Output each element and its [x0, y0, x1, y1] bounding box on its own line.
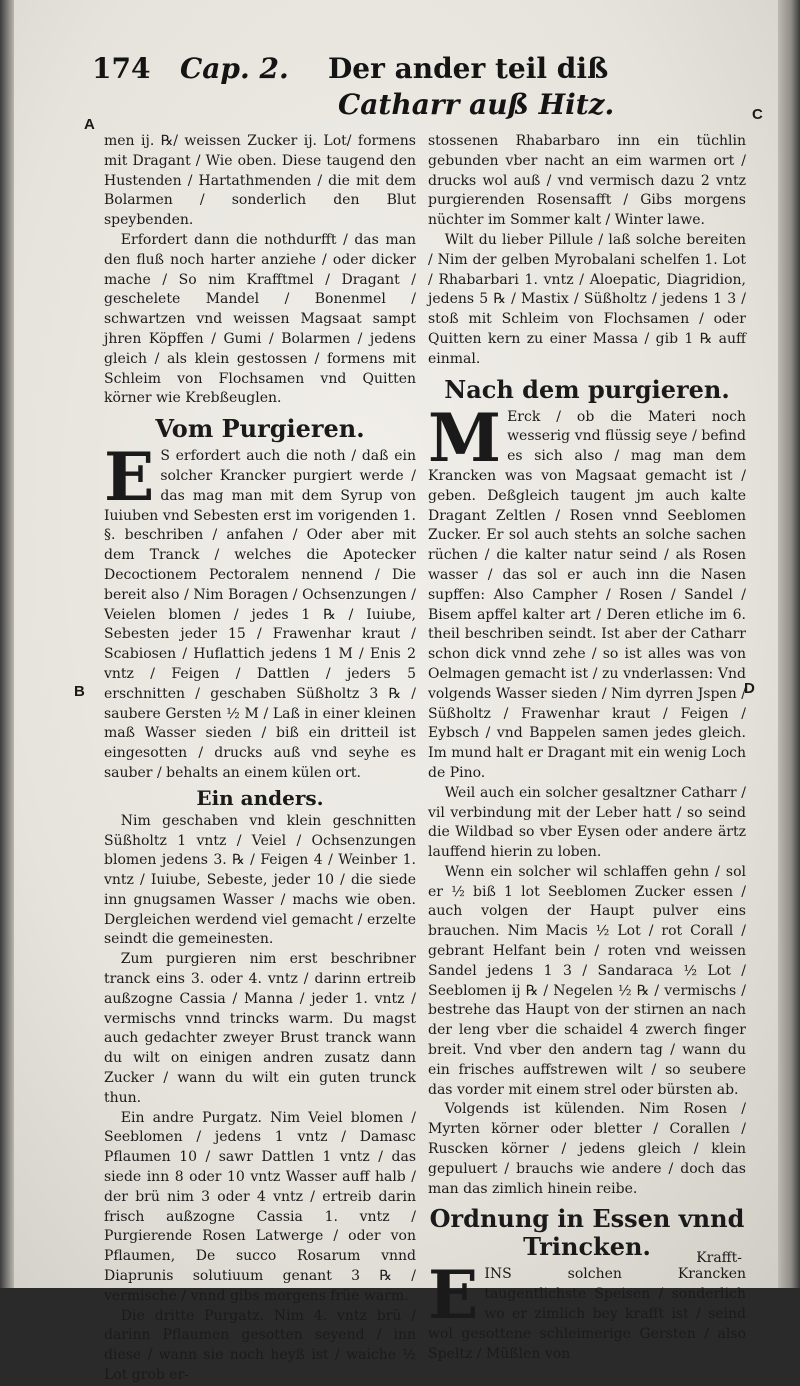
left-column [104, 132, 416, 1386]
drop-cap: E [428, 1256, 479, 1335]
paragraph: Nim geschaben vnd klein geschnitten Süßholtz 1 vntz / Veiel / Ochsenzungen blomen jedens 3. ℞ / Feigen 4 / Weinber 1. vntz / Iuiube, Sebeste, jeder 10 / die siede inn gnugsamen Wasser / machs wie oben. Dergleichen werdend viel gemacht / erzelte seindt die gemeinesten. [104, 812, 416, 948]
page-edge-right [778, 0, 800, 1288]
page-edge-left [0, 0, 14, 1288]
paragraph: Volgends ist külenden. Nim Rosen / Myrten körner oder bletter / Corallen / Ruscken körner / jedens gleich / klein gepuluert / brauchs wie andere / doch das man das zimlich hinein reibe. [428, 1101, 746, 1197]
catchword: Krafft- [696, 1250, 742, 1266]
paragraph-with-dropcap [428, 1256, 746, 1364]
marginal-letter-d: D [744, 680, 755, 697]
section-heading: Vom Purgieren. [155, 414, 365, 444]
paragraph: Die dritte Purgatz. Nim 4. vntz brü / darinn Pflaumen gesotten seyend / inn diese / wann sie noch heyß ist / waiche ½ Lot grob er- [104, 1307, 416, 1384]
page-header [92, 48, 712, 128]
section-heading: Ordnung in Essen vnnd Trincken. [429, 1204, 745, 1262]
paragraph: Wenn ein solcher wil schlaffen gehn / sol er ½ biß 1 lot Seeblomen Zucker essen / auch volgen der Haupt pulver eins brauchen. Nim Macis ½ Lot / rot Corall / gebrant Helfant bein / roten vnd weissen Sandel jedens 1 3 / Sandaraca ½ Lot / Seeblomen ij ℞ / Negelen ½ ℞ / vermischs / bestrehe das Haupt von der stirnen an nach der leng vber die schaidel 4 zwerch finger breit. Vnd vber den andern tag / wann du ein frisches auffstrewen wilt / so seubere das vorder mit einem strel oder bürsten ab. [428, 863, 746, 1098]
paragraph-with-dropcap [428, 398, 746, 784]
paragraph: stossenen Rhabarbaro inn ein tüchlin gebunden vber nacht an eim warmen ort / drucks wol auß / vnd vermisch dazu 2 vntz purgierenden Rosensafft / Gibs morgens nüchter im Sommer kalt / Winter lawe. [428, 133, 746, 229]
paragraph: Ein andre Purgatz. Nim Veiel blomen / Seeblomen / jedens 1 vntz / Damasc Pflaumen 10 / sawr Dattlen 1 vntz / das siede inn 8 oder 10 vntz Wasser auff halb / der brü nim 3 oder 4 vntz / ertreib darin frisch außzogne Cassia 1. vntz / Purgierende Rosen Latwerge / oder von Pflaumen, De succo Rosarum vnnd Diaprunis solutiuum genant 3 ℞ / vermische / vnnd gibs morgens früe warm. [104, 1109, 416, 1304]
page-number: 174 [92, 52, 151, 85]
paragraph-text: Erck / ob die Materi noch wesserig vnd flüssig seye / befind es sich also / mag man dem Krancken was von Magsaat gemacht ist / geben. Deßgleich taugent jm auch kalte Dragant Zeltlen / Rosen vnnd Seeblomen Zucker. Er sol auch stehts an solche sachen rüchen / die kalter natur seind / als Rosen wasser / das sol er auch inn die Nasen supffen: Also Campher / Rosen / Sandel / Bisem apffel kalter art / Deren etliche im 6. theil beschriben seindt. Ist aber der Catharr schon dick vnnd zehe / so ist alles was von Oelmagen gemacht ist / zu vnderlassen: Vnd volgends Wasser sieden / Nim dyrren Jspen / Süßholtz / Frawenhar kraut / Feigen / Eybsch / vnd Bappelen samen jedes gleich. Im mund halt er Dragant mit ein wenig Loch de Pino. [428, 408, 746, 781]
paragraph: Zum purgieren nim erst beschribner tranck eins 3. oder 4. vntz / darinn ertreib außzogne Cassia / Manna / jeder 1. vntz / vermischs vnnd trincks warm. Du magst auch gedachter zweyer Brust tranck wann du wilt on einigen andren zusatz dann Zucker / wann du wilt ein guten trunck thun. [104, 951, 416, 1106]
drop-cap: E [104, 438, 155, 517]
marginal-letter-b: B [74, 683, 85, 700]
subsection-heading: Ein anders. [196, 785, 324, 810]
running-subtitle: Catharr auß Hitz. [338, 88, 615, 121]
right-column [428, 132, 746, 1364]
paragraph: Erfordert dann die nothdurfft / das man den fluß noch harter anziehe / oder dicker mache / So nim Krafftmel / Dragant / geschelete Mandel / Bonenmel / schwartzen vnd weissen Magsaat sampt jhren Köpffen / Gumi / Bolarmen / jedens gleich / als klein gestossen / formens mit Schleim von Flochsamen vnd Quitten körner wie Krebßeuglen. [104, 231, 416, 407]
section-heading: Nach dem purgieren. [444, 374, 730, 404]
chapter-label: Cap. 2. [180, 52, 289, 85]
paragraph: Weil auch ein solcher gesaltzner Catharr / vil verbindung mit der Leber hatt / so seind die Wildbad so vber Eysen oder andere ärtz lauffend hierin zu loben. [428, 784, 746, 861]
paragraph-with-dropcap [104, 438, 416, 784]
paragraph-text: INS solchen Krancken taugentlichste Speisen / sonderlich wo er zimlich bey krafft ist / seind wol gesottene schleimerige Gersten / also Speltz / Müßlen von [428, 1266, 746, 1362]
running-title: Der ander teil diß [328, 52, 609, 85]
drop-cap: M [428, 398, 502, 477]
marginal-letter-a: A [84, 116, 95, 133]
paragraph: Wilt du lieber Pillule / laß solche bereiten / Nim der gelben Myrobalani schelfen 1. Lot / Rhabarbari 1. vntz / Aloepatic, Diagridion, jedens 5 ℞ / Mastix / Süßholtz / jedens 1 3 / stoß mit Schleim von Flochsamen / oder Quitten kern zu einer Massa / gib 1 ℞ auff einmal. [428, 231, 746, 367]
paragraph: men ij. ℞/ weissen Zucker ij. Lot/ formens mit Dragant / Wie oben. Diese taugend den Hustenden / Hartathmenden / die mit dem Bolarmen / sonderlich den Blut speybenden. [104, 133, 416, 229]
paragraph-text: S erfordert auch die noth / daß ein solcher Krancker purgiert werde / das mag man mit dem Syrup von Iuiuben vnd Sebesten erst im vorigenden 1. §. beschriben / anfahen / Oder aber mit dem Tranck / welches die Apotecker Decoctionem Pectoralem nennend / Die bereit also / Nim Boragen / Ochsenzungen / Veielen blomen / jedes 1 ℞ / Iuiube, Sebesten jeder 15 / Frawenhar kraut / Scabiosen / Huflattich jedens 1 M / Enis 2 vntz / Feigen / Dattlen / jeders 5 erschnitten / geschaben Süßholtz 3 ℞ / saubere Gersten ½ M / Laß in einer kleinen maß Wasser sieden / biß ein dritteil ist eingesotten / drucks auß vnd seyhe es sauber / behalts an einem külen ort. [104, 448, 416, 781]
marginal-letter-c: C [752, 106, 763, 123]
